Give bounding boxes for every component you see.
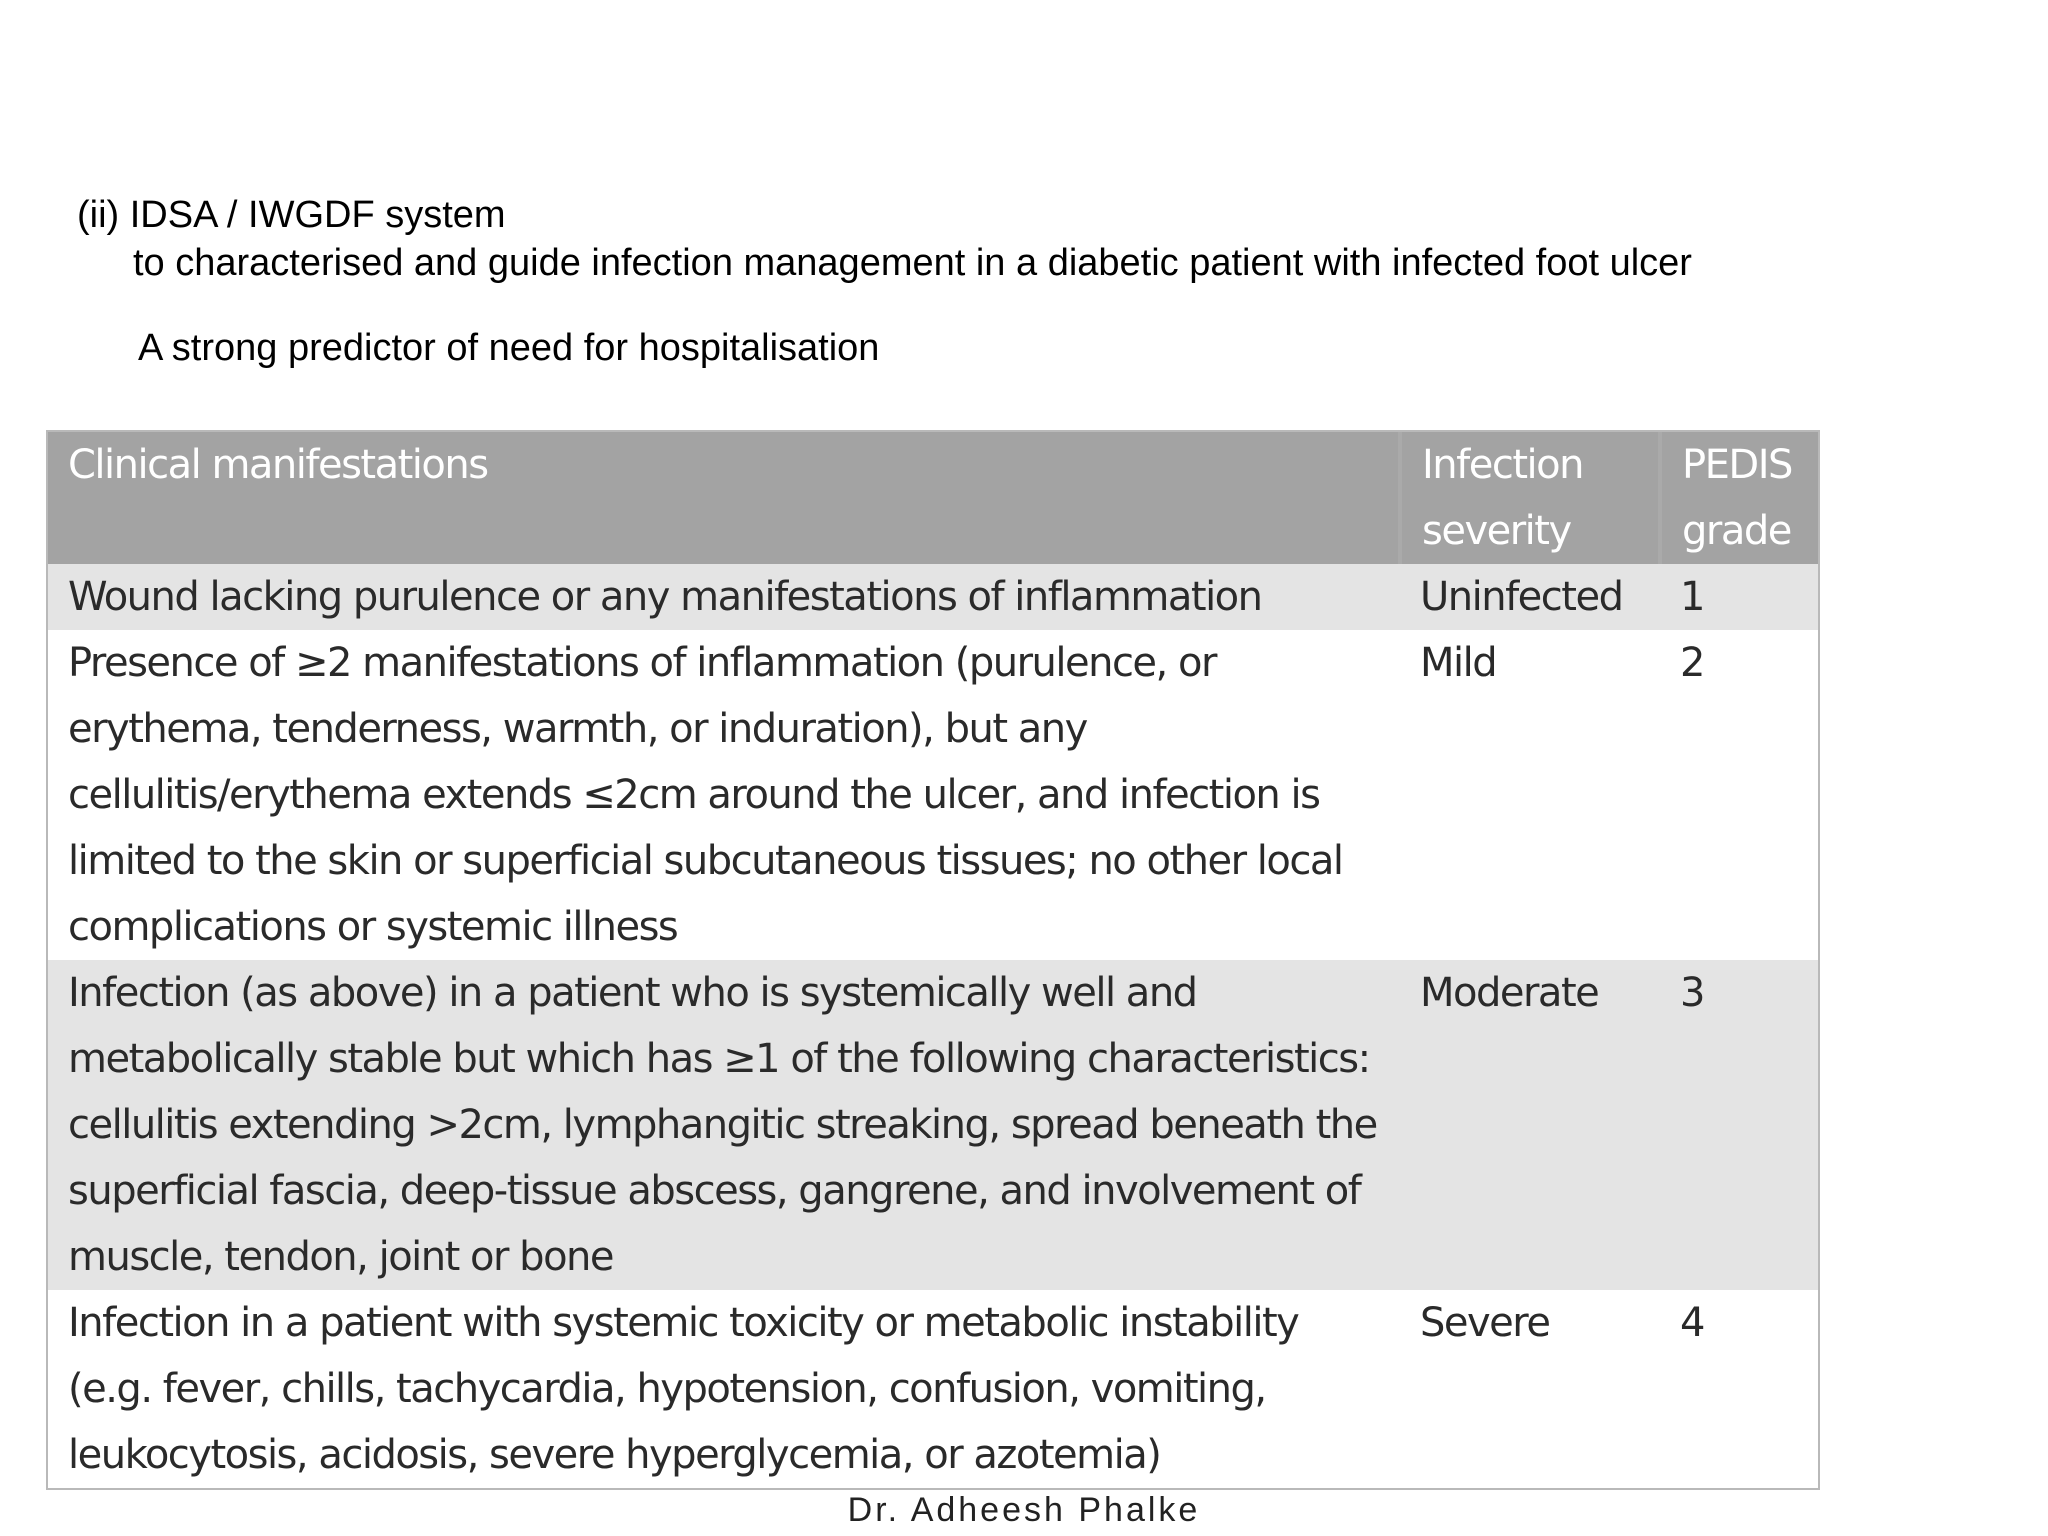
severity-cell: Severe bbox=[1400, 1290, 1660, 1488]
classification-table bbox=[46, 430, 1820, 1490]
header-infection-severity: Infection severity bbox=[1400, 432, 1660, 564]
slide-subtitle: to characterised and guide infection management in a diabetic patient with infected foot ulcer bbox=[133, 242, 1692, 284]
slide-title: (ii) IDSA / IWGDF system bbox=[77, 194, 506, 236]
table-row bbox=[48, 564, 1818, 630]
table-row bbox=[48, 630, 1818, 960]
manifestation-cell: Wound lacking purulence or any manifestations of inflammation bbox=[48, 564, 1400, 630]
severity-cell: Uninfected bbox=[1400, 564, 1660, 630]
severity-cell: Mild bbox=[1400, 630, 1660, 960]
table-row bbox=[48, 960, 1818, 1290]
grade-cell: 3 bbox=[1660, 960, 1818, 1290]
grade-cell: 1 bbox=[1660, 564, 1818, 630]
header-pedis-grade: PEDIS grade bbox=[1660, 432, 1818, 564]
grade-cell: 2 bbox=[1660, 630, 1818, 960]
manifestation-cell: Infection (as above) in a patient who is systemically well and metabolically stable but which has ≥1 of the following characteristics: cellulitis extending >2cm, lymphangitic streaking, spread beneath the superficial fascia, deep-tissue abscess, gangrene, and involvement of muscle, tendon, joint or bone bbox=[48, 960, 1400, 1290]
manifestation-cell: Presence of ≥2 manifestations of inflammation (purulence, or erythema, tenderness, warmth, or induration), but any cellulitis/erythema extends ≤2cm around the ulcer, and infection is limited to the skin or superficial subcutaneous tissues; no other local complications or systemic illness bbox=[48, 630, 1400, 960]
slide-note: A strong predictor of need for hospitalisation bbox=[138, 327, 880, 369]
header-clinical-manifestations: Clinical manifestations bbox=[48, 432, 1400, 564]
grade-cell: 4 bbox=[1660, 1290, 1818, 1488]
manifestation-cell: Infection in a patient with systemic toxicity or metabolic instability (e.g. fever, chills, tachycardia, hypotension, confusion, vomiting, leukocytosis, acidosis, severe hyperglycemia, or azotemia) bbox=[48, 1290, 1400, 1488]
author-credit: Dr. Adheesh Phalke bbox=[847, 1491, 1201, 1529]
table-header-row bbox=[48, 432, 1818, 564]
table-row bbox=[48, 1290, 1818, 1488]
severity-cell: Moderate bbox=[1400, 960, 1660, 1290]
